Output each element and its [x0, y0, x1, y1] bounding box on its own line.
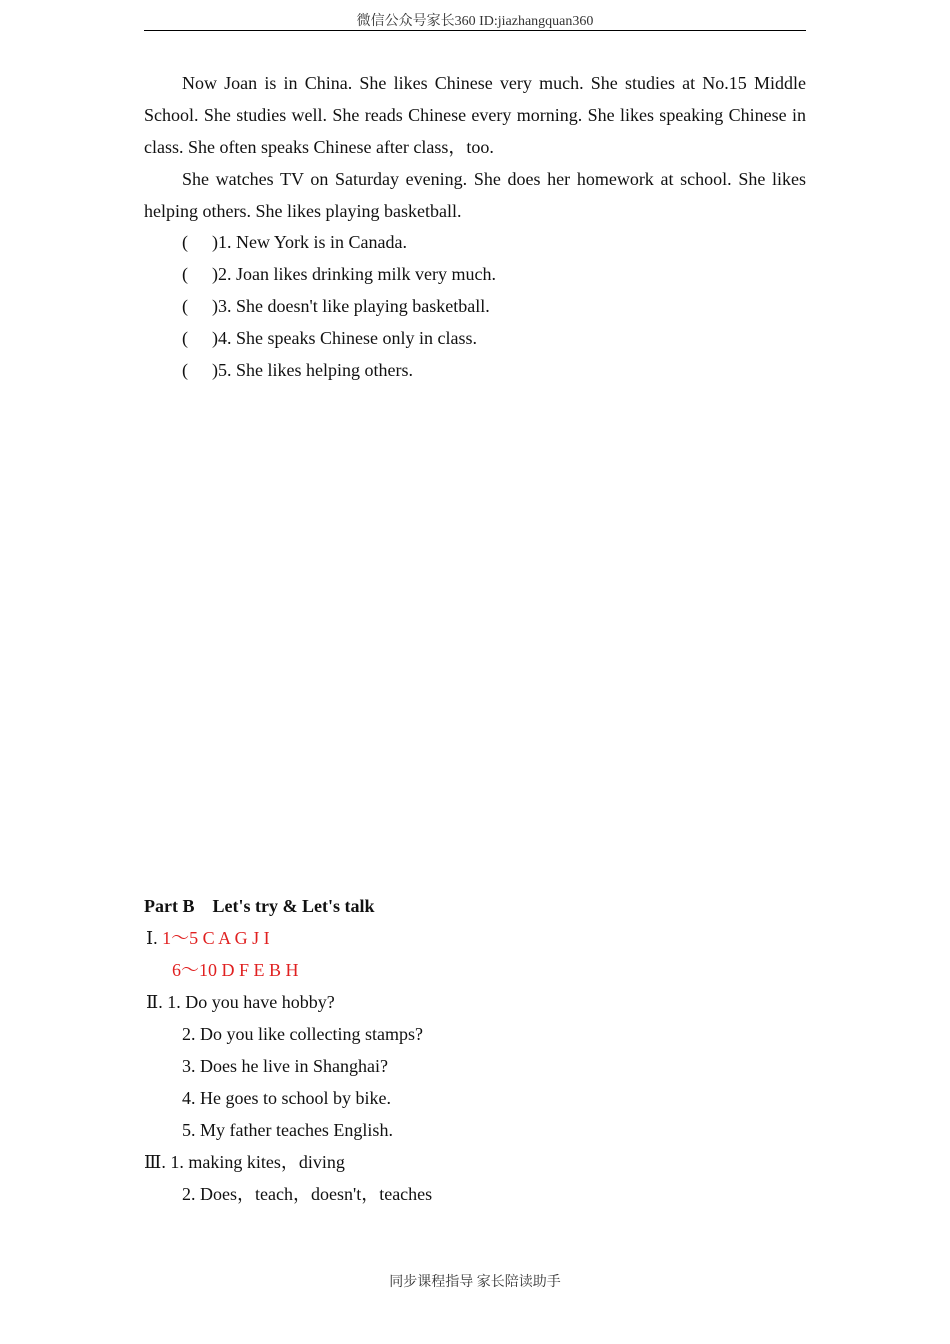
answer-blank: ( — [182, 264, 188, 284]
question-1 — [182, 226, 407, 258]
answer-blank: ( — [182, 360, 188, 380]
header-rule — [144, 30, 806, 31]
section-title: Part B Let's try & Let's talk — [144, 896, 375, 916]
part1-label: Ⅰ. — [146, 928, 158, 948]
part1-answers — [146, 922, 270, 954]
passage-paragraph-2: She watches TV on Saturday evening. She does her homework at school. She likes helping others. She likes playing basketball. — [144, 169, 806, 221]
answer-blank: ( — [182, 232, 188, 252]
part3-item-2: 2. Does，teach，doesn't，teaches — [182, 1184, 433, 1204]
part3-item-1: 1. making kites，diving — [170, 1152, 345, 1172]
part1-line2: 6～10 D F E B H — [172, 960, 299, 980]
question-text: )1. New York is in Canada. — [212, 232, 407, 252]
answer-blank: ( — [182, 328, 188, 348]
part2-item-1: 1. Do you have hobby? — [167, 992, 335, 1012]
part2-first-answer — [146, 986, 335, 1018]
question-text: )2. Joan likes drinking milk very much. — [212, 264, 496, 284]
part2-item-3: 3. Does he live in Shanghai? — [182, 1056, 388, 1076]
part1-line1: 1～5 C A G J I — [162, 928, 270, 948]
part2-item-2: 2. Do you like collecting stamps? — [182, 1024, 423, 1044]
question-text: )5. She likes helping others. — [212, 360, 413, 380]
question-text: )4. She speaks Chinese only in class. — [212, 328, 477, 348]
part2-item-5: 5. My father teaches English. — [182, 1120, 393, 1140]
page-footer: 同步课程指导 家长陪读助手 — [389, 1275, 561, 1290]
part3-label: Ⅲ. — [144, 1152, 166, 1172]
passage-paragraph-1: Now Joan is in China. She likes Chinese very much. She studies at No.15 Middle School. She studies well. She reads Chinese every morning. She likes speaking Chinese in class. She often speaks Chinese after class，too. — [144, 73, 806, 157]
question-text: )3. She doesn't like playing basketball. — [212, 296, 490, 316]
question-3 — [182, 290, 490, 322]
question-2 — [182, 258, 496, 290]
part3-first-answer — [144, 1146, 345, 1178]
answer-blank: ( — [182, 296, 188, 316]
question-4 — [182, 322, 477, 354]
part2-label: Ⅱ. — [146, 992, 163, 1012]
page-header: 微信公众号家长360 ID:jiazhangquan360 — [356, 14, 594, 29]
question-5 — [182, 354, 413, 386]
part2-item-4: 4. He goes to school by bike. — [182, 1088, 391, 1108]
